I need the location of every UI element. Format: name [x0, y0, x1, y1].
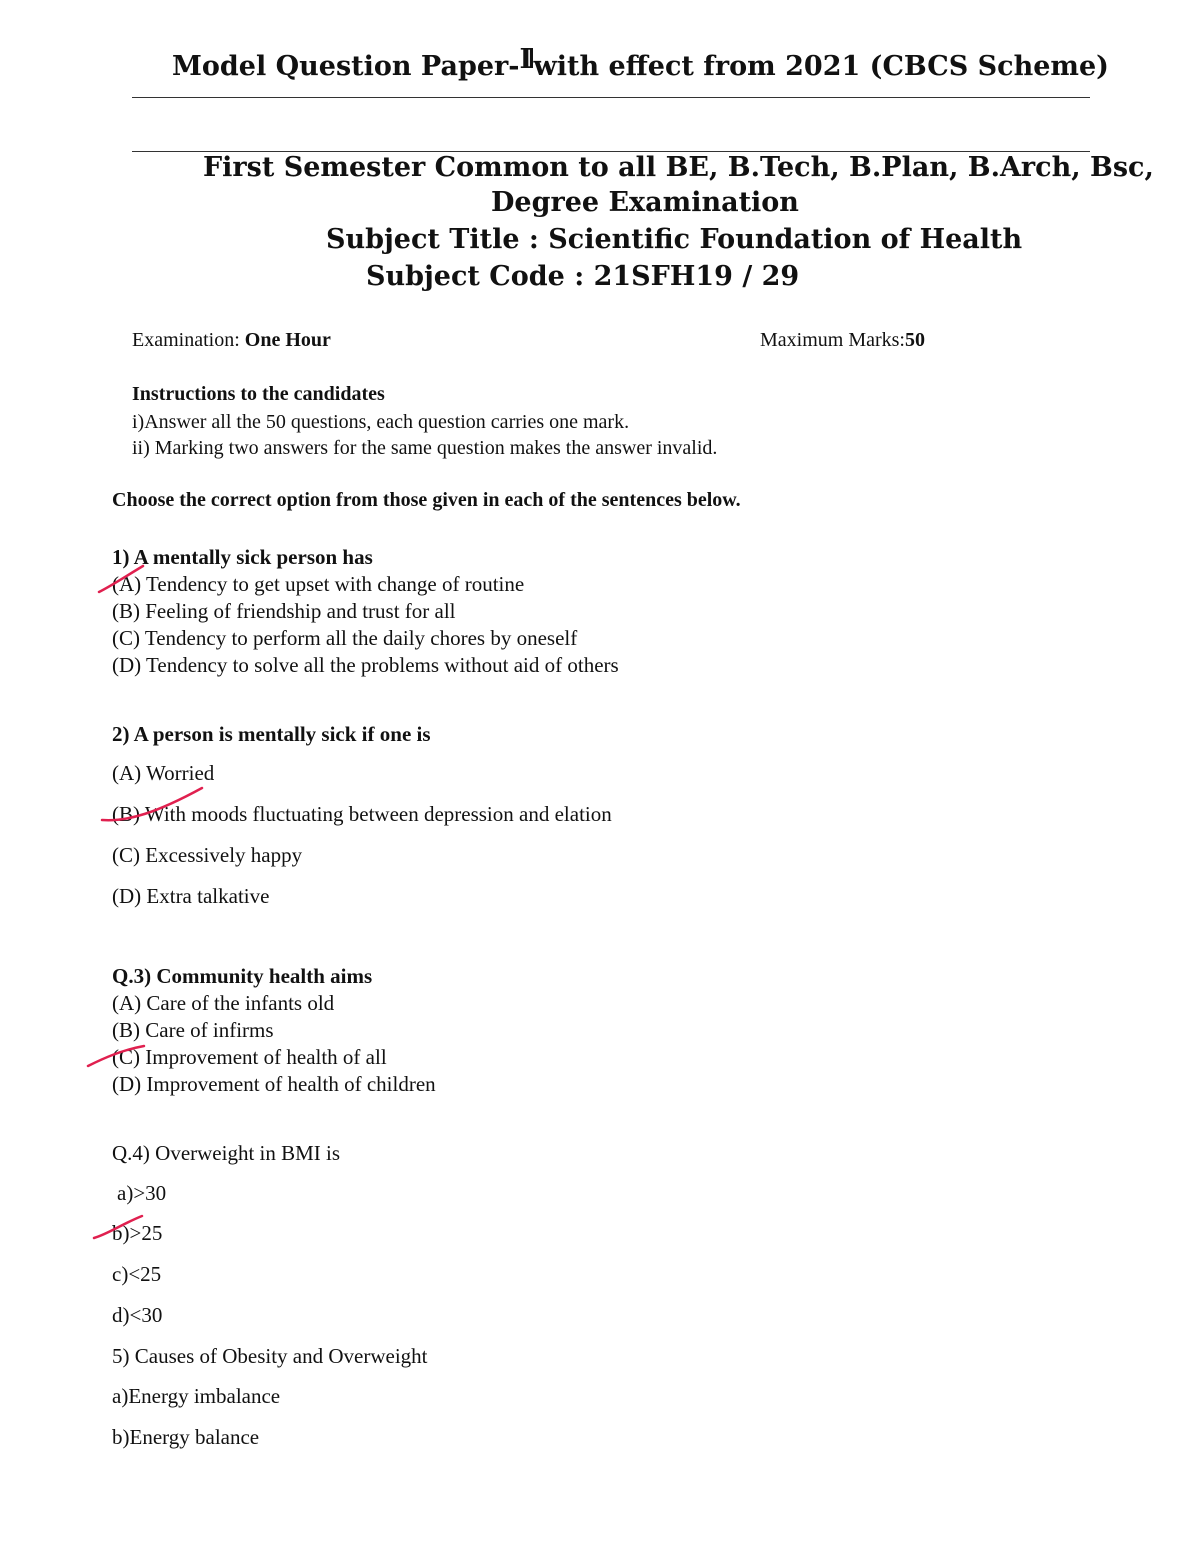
exam-line-2: Degree Examination	[491, 187, 799, 218]
option: (A) Care of the infants old	[112, 991, 335, 1015]
marks-value: 50	[905, 329, 925, 351]
option: c)<25	[112, 1262, 162, 1286]
duration-value: One Hour	[244, 329, 331, 351]
instruction-item: ii) Marking two answers for the same question makes the answer invalid.	[132, 437, 718, 459]
option: d)<30	[112, 1303, 163, 1327]
option: b)>25	[112, 1221, 163, 1245]
subject-title: Subject Title : Scientific Foundation of Health	[326, 224, 1023, 255]
paper-title	[172, 44, 1109, 82]
question-stem: 1) A mentally sick person has	[112, 545, 373, 569]
option: (D) Extra talkative	[112, 884, 270, 908]
option: (B) Care of infirms	[112, 1018, 274, 1042]
option: a)Energy imbalance	[112, 1384, 281, 1408]
option: (D) Improvement of health of children	[112, 1072, 436, 1096]
option: (B) Feeling of friendship and trust for all	[112, 599, 456, 623]
option: (A) Worried	[112, 761, 215, 785]
option: (B) With moods fluctuating between depression and elation	[112, 802, 612, 826]
question-stem: Q.3) Community health aims	[112, 964, 373, 988]
question-stem: 2) A person is mentally sick if one is	[112, 722, 431, 746]
option: (A) Tendency to get upset with change of routine	[112, 572, 525, 596]
instruction-item: i)Answer all the 50 questions, each question carries one mark.	[132, 411, 630, 433]
marks-label: Maximum Marks:	[760, 329, 905, 351]
title-prefix: Model Question Paper-	[172, 51, 520, 82]
max-marks	[760, 329, 925, 352]
option: a)>30	[117, 1181, 167, 1205]
option: (C) Tendency to perform all the daily chores by oneself	[112, 626, 578, 650]
subject-code: Subject Code : 21SFH19 / 29	[366, 261, 800, 292]
option: (C) Excessively happy	[112, 843, 303, 867]
option: (D) Tendency to solve all the problems without aid of others	[112, 653, 619, 677]
option: b)Energy balance	[112, 1425, 260, 1449]
exam-duration	[132, 329, 331, 352]
exam-line-1: First Semester Common to all BE, B.Tech, B.Plan, B.Arch, Bsc,	[203, 152, 1154, 183]
title-glyph: II	[519, 44, 533, 75]
header-divider	[132, 97, 1090, 98]
duration-label: Examination:	[132, 329, 240, 351]
option: (C) Improvement of health of all	[112, 1045, 387, 1069]
question-stem: Q.4) Overweight in BMI is	[112, 1141, 341, 1165]
title-suffix: with effect from 2021 (CBCS Scheme)	[533, 51, 1109, 82]
instructions-heading: Instructions to the candidates	[132, 383, 385, 405]
directive: Choose the correct option from those given in each of the sentences below.	[112, 489, 741, 511]
question-stem: 5) Causes of Obesity and Overweight	[112, 1344, 428, 1368]
